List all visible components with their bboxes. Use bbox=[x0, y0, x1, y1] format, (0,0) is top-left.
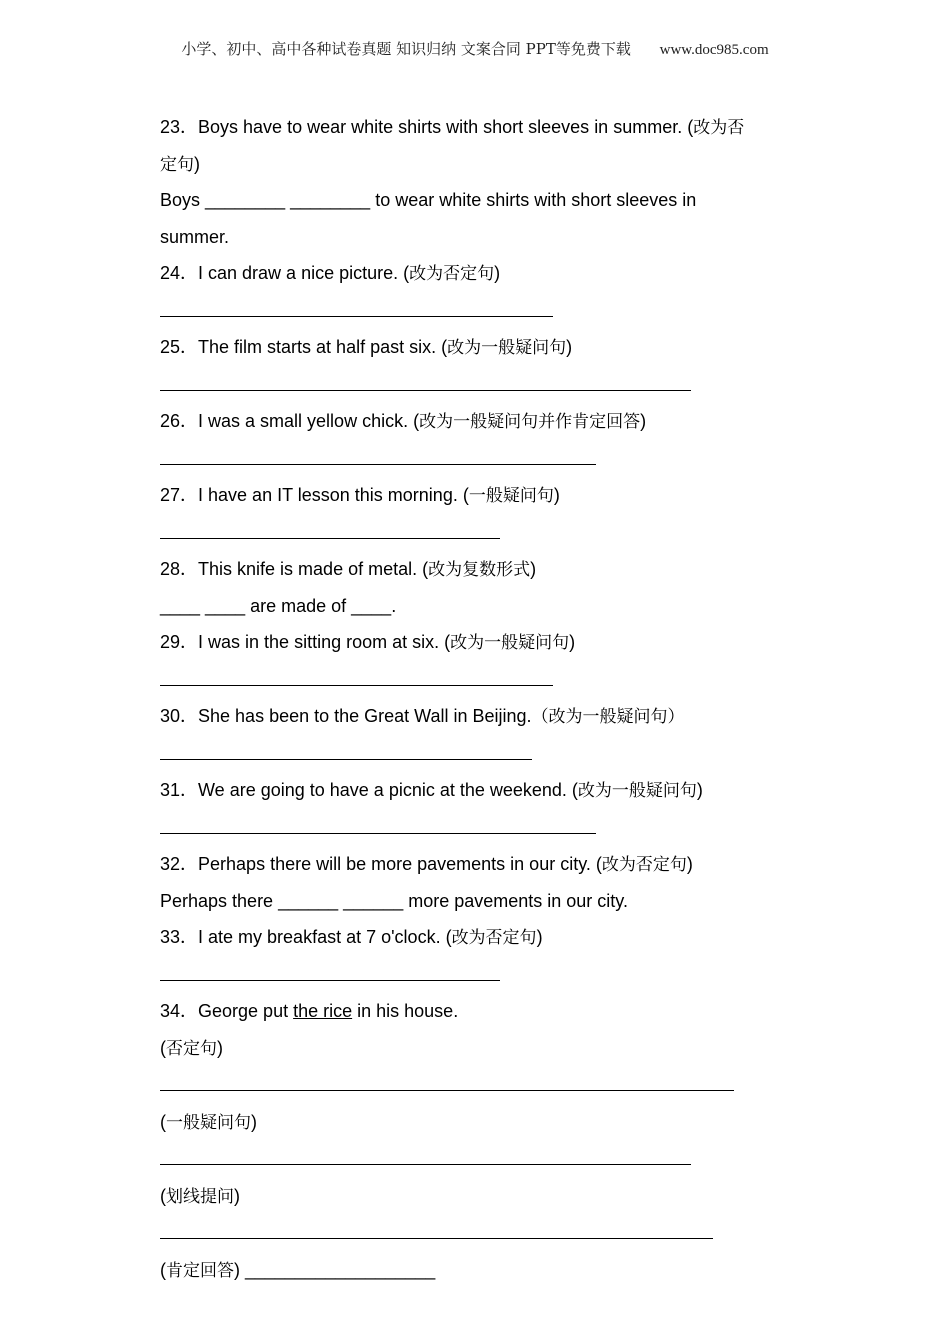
question-28-fill: ____ ____ are made of ____. bbox=[160, 595, 397, 616]
question-31: 31．We are going to have a picnic at the weekend. (改为一般疑问句) bbox=[160, 780, 703, 801]
question-34-underline-question: (划线提问) bbox=[160, 1185, 240, 1207]
question-23-fill: Boys ________ ________ to wear white shirts with short sleeves in bbox=[160, 190, 697, 210]
question-24: 24．I can draw a nice picture. (改为否定句) bbox=[160, 263, 501, 284]
question-28: 28．This knife is made of metal. (改为复数形式) bbox=[160, 559, 537, 580]
question-29: 29．I was in the sitting room at six. (改为一般疑问句) bbox=[160, 632, 576, 653]
answer-blank-34-positive[interactable]: ___________________ bbox=[240, 1259, 436, 1280]
answer-line-27[interactable] bbox=[160, 514, 500, 539]
answer-line-34-negative[interactable] bbox=[160, 1066, 734, 1091]
underlined-phrase: the rice bbox=[293, 1001, 353, 1021]
question-34-positive-answer: (肯定回答) ___________________ bbox=[160, 1259, 436, 1281]
question-34-question: (一般疑问句) bbox=[160, 1111, 257, 1133]
question-25: 25．The film starts at half past six. (改为一般疑问句) bbox=[160, 337, 573, 358]
question-26: 26．I was a small yellow chick. (改为一般疑问句并作肯定回答) bbox=[160, 411, 647, 432]
answer-line-34-underline-question[interactable] bbox=[160, 1214, 713, 1239]
question-32-fill: Perhaps there ______ ______ more pavements in our city. bbox=[160, 890, 628, 911]
question-33: 33．I ate my breakfast at 7 o'clock. (改为否定句) bbox=[160, 927, 543, 948]
question-30: 30．She has been to the Great Wall in Beijing.（改为一般疑问句） bbox=[160, 706, 685, 727]
question-27: 27．I have an IT lesson this morning. (一般疑问句) bbox=[160, 485, 560, 506]
answer-line-24[interactable] bbox=[160, 292, 553, 317]
page-header bbox=[0, 38, 950, 59]
exercise-content bbox=[160, 109, 790, 1288]
question-34-negative: (否定句) bbox=[160, 1037, 223, 1059]
answer-line-33[interactable] bbox=[160, 956, 500, 981]
answer-line-26[interactable] bbox=[160, 440, 596, 465]
question-23-cont: 定句) bbox=[160, 153, 200, 175]
question-32: 32．Perhaps there will be more pavements in our city. (改为否定句) bbox=[160, 854, 693, 875]
question-34: 34．George put the rice in his house. bbox=[160, 1001, 459, 1021]
header-site: www.doc985.com bbox=[659, 42, 769, 58]
answer-line-30[interactable] bbox=[160, 735, 532, 760]
answer-line-29[interactable] bbox=[160, 661, 553, 686]
answer-line-34-question[interactable] bbox=[160, 1140, 691, 1165]
answer-line-25[interactable] bbox=[160, 366, 691, 391]
question-23: 23．Boys have to wear white shirts with short sleeves in summer. (改为否 bbox=[160, 117, 745, 138]
question-23-fill-cont: summer. bbox=[160, 226, 230, 247]
answer-line-31[interactable] bbox=[160, 809, 596, 834]
header-title: 小学、初中、高中各种试卷真题 知识归纳 文案合同 PPT等免费下载 bbox=[181, 40, 631, 58]
